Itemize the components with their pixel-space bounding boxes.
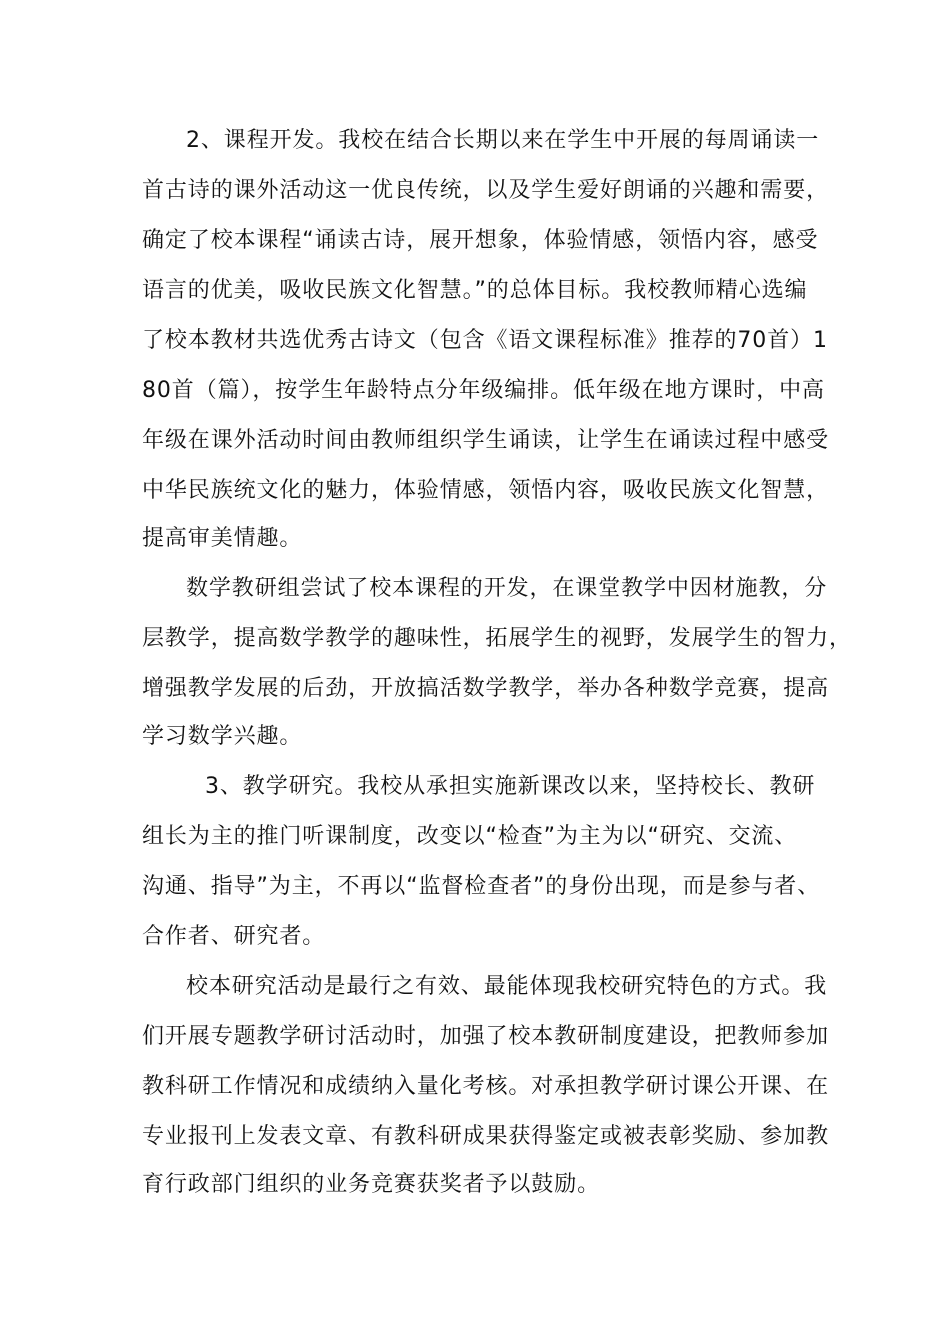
text-line: 确定了校本课程“诵读古诗，展开想象，体验情感，领悟内容，感受 bbox=[142, 228, 819, 253]
text-line: 中华民族统文化的魅力，体验情感，领悟内容，吸收民族文化智慧， bbox=[142, 478, 830, 503]
text-line: 们开展专题教学研讨活动时，加强了校本教研制度建设，把教师参加 bbox=[142, 1024, 830, 1049]
text-line: 育行政部门组织的业务竞赛获奖者予以鼓励。 bbox=[142, 1172, 601, 1197]
text-line: 校本研究活动是最行之有效、最能体现我校研究特色的方式。我 bbox=[186, 974, 828, 999]
text-line: 语言的优美，吸收民族文化智慧。”的总体目标。我校教师精心选编 bbox=[142, 278, 808, 303]
text-line: 年级在课外活动时间由教师组织学生诵读，让学生在诵读过程中感受 bbox=[142, 428, 830, 453]
text-line: 2、课程开发。我校在结合长期以来在学生中开展的每周诵读一 bbox=[186, 128, 820, 153]
text-line: 80首（篇），按学生年龄特点分年级编排。低年级在地方课时，中高 bbox=[142, 378, 825, 403]
text-line: 3、教学研究。我校从承担实施新课改以来，坚持校长、教研 bbox=[205, 774, 816, 799]
text-line: 沟通、指导”为主，不再以“监督检查者”的身份出现，而是参与者、 bbox=[142, 874, 821, 899]
text-line: 提高审美情趣。 bbox=[142, 526, 303, 551]
text-line: 首古诗的课外活动这一优良传统，以及学生爱好朗诵的兴趣和需要， bbox=[142, 178, 830, 203]
text-line: 层教学，提高数学教学的趣味性，拓展学生的视野，发展学生的智力， bbox=[142, 626, 852, 651]
text-line: 数学教研组尝试了校本课程的开发，在课堂教学中因材施教，分 bbox=[186, 576, 828, 601]
text-line: 学习数学兴趣。 bbox=[142, 724, 303, 749]
text-line: 合作者、研究者。 bbox=[142, 924, 326, 949]
text-line: 组长为主的推门听课制度，改变以“检查”为主为以“研究、交流、 bbox=[142, 824, 798, 849]
text-line: 教科研工作情况和成绩纳入量化考核。对承担教学研讨课公开课、在 bbox=[142, 1074, 830, 1099]
text-line: 了校本教材共选优秀古诗文（包含《语文课程标准》推荐的70首）1 bbox=[142, 328, 828, 353]
text-line: 增强教学发展的后劲，开放搞活数学教学，举办各种数学竞赛，提高 bbox=[142, 676, 830, 701]
text-line: 专业报刊上发表文章、有教科研成果获得鉴定或被表彰奖励、参加教 bbox=[142, 1124, 830, 1149]
